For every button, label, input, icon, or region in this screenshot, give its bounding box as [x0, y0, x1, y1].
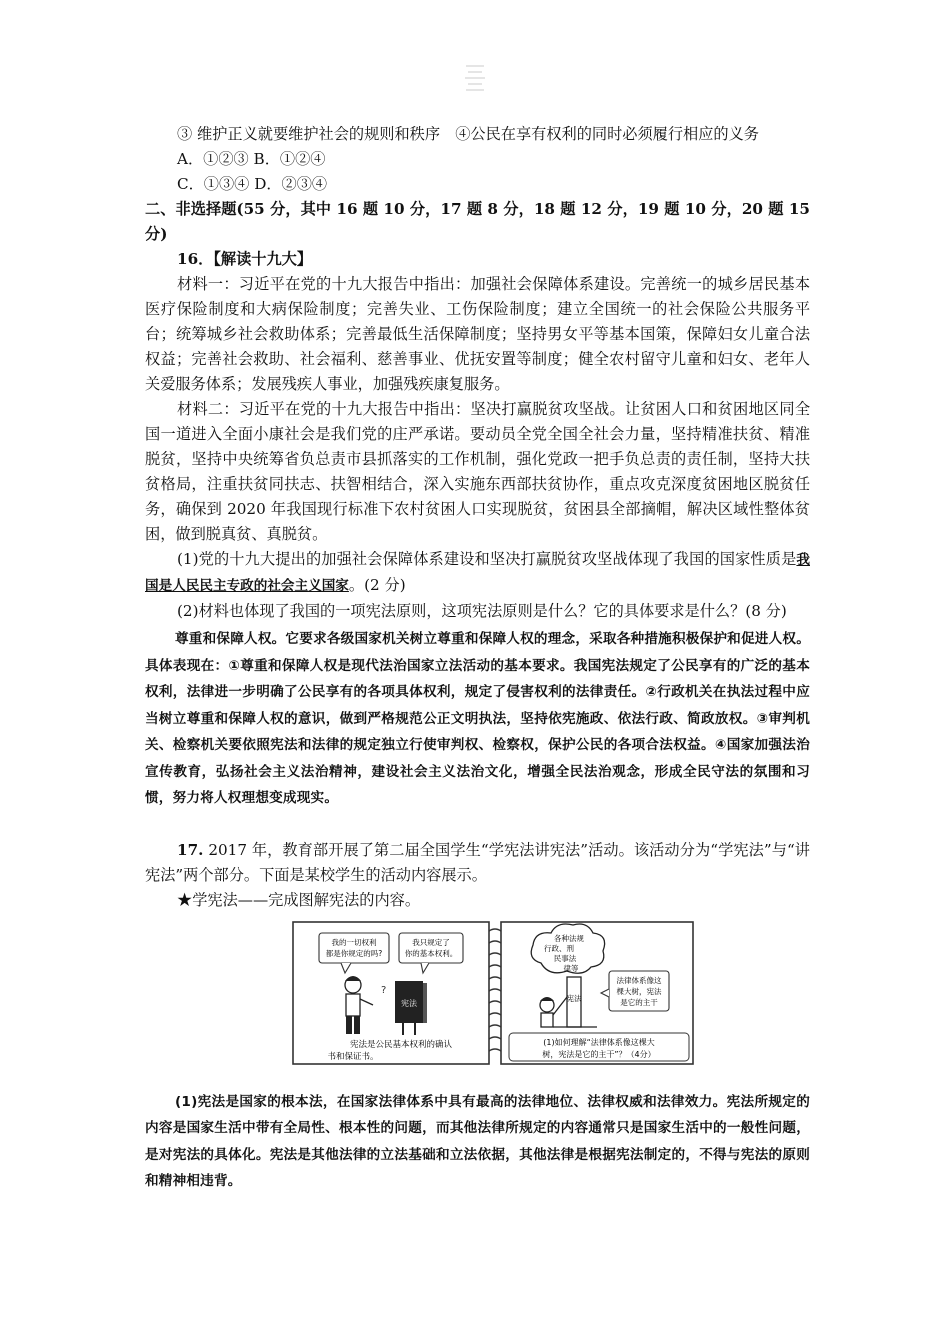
book-label: 宪法 — [401, 998, 417, 1008]
q16-material-2: 材料二：习近平在党的十九大报告中指出：坚决打赢脱贫攻坚战。让贫困人口和贫困地区同全国一道进入全面小康社会是我们党的庄严承诺。要动员全党全国全社会力量，坚持精准扶贫、精准脱贫，坚持中央统筹省负总责市县抓落实的工作机制，强化党政一把手负总责的责任制，坚持大扶贫格局，注重扶贫同扶志、扶智相结合，深入实施东西部扶贫协作，重点攻克深度贫困地区脱贫任务，确保到 2020 年我国现行标准下农村贫困人口实现脱贫，贫困县全部摘帽，解决区域性整体贫困，做到脱真贫、真脱贫。 — [145, 400, 810, 543]
cloud-line2: 行政、刑 — [544, 943, 574, 953]
constitution-cartoon-figure — [291, 919, 696, 1069]
cloud-line3: 民事法 — [553, 953, 577, 963]
q16-material-1: 材料一：习近平在党的十九大报告中指出：加强社会保障体系建设。完善统一的城乡居民基本医疗保险制度和大病保险制度；完善失业、工伤保险制度；建立全国统一的社会保险公共服务平台；统筹城乡社会救助体系；完善最低生活保障制度；坚持男女平等基本国策，保障妇女儿童合法权益；完善社会救助、社会福利、慈善事业、优抚安置等制度；健全农村留守儿童和妇女、老年人关爱服务体系；发展残疾人事业，加强残疾康复服务。 — [145, 275, 810, 393]
q16-sub-question-2: (2)材料也体现了我国的一项宪法原则，这项宪法原则是什么？它的具体要求是什么？(8 分) — [177, 602, 787, 620]
q16-header: 16．【解读十九大】 — [177, 250, 313, 268]
cloud-line1: 各种法规 — [554, 933, 584, 943]
q15-options-ab: A．①②③ B．①②④ — [177, 150, 326, 168]
q17-answer-1: (1)宪法是国家的根本法，在国家法律体系中具有最高的法律地位、法律权威和法律效力。宪法所规定的内容是国家生活中带有全局性、根本性的问题，而其他法律所规定的内容通常只是国家生活中的一般性问题，是对宪法的具体化。宪法是其他法律的立法基础和立法依据，其他法律是根据宪法制定的，不得与宪法的原则和精神相违背。 — [145, 1093, 810, 1189]
q16-sub1-suffix: 。(2 分) — [348, 576, 406, 594]
tree-trunk-label: 宪法 — [566, 993, 582, 1003]
spiral-binding-icon — [489, 929, 501, 1051]
right-caption-line2: 树，宪法是它的主干”？（4分） — [542, 1049, 656, 1059]
left-caption-line1: 宪法是公民基本权利的确认 — [349, 1039, 453, 1050]
q17-intro-text: 2017 年，教育部开展了第二届全国学生“学宪法讲宪法”活动。该活动分为“学宪法”与“讲宪法”两个部分。下面是某校学生的活动内容展示。 — [145, 840, 810, 884]
q15-options-cd: C．①③④ D．②③④ — [177, 175, 328, 193]
bubble3-line3: 是它的主干 — [620, 997, 658, 1007]
q16-sub2-answer: 尊重和保障人权。它要求各级国家机关树立尊重和保障人权的理念，采取各种措施积极保护和促进人权。具体表现在：①尊重和保障人权是现代法治国家立法活动的基本要求。我国宪法规定了公民享有的广泛的基本权利，法律进一步明确了公民享有的各项具体权利，规定了侵害权利的法律责任。②行政机关在执法过程中应当树立尊重和保障人权的意识，做到严格规范公正文明执法，坚持依宪施政、依法行政、简政放权。③审判机关、检察机关要依照宪法和法律的规定独立行使审判权、检察权，保护公民的各项合法权益。④国家加强法治宣传教育，弘扬社会主义法治精神，建设社会主义法治文化，增强全民法治观念，形成全民守法的氛围和习惯，努力将人权理想变成现实。 — [145, 631, 810, 806]
watermark-icon — [460, 60, 490, 94]
q17-task: ★学宪法——完成图解宪法的内容。 — [177, 890, 420, 909]
q16-sub1-prefix: (1)党的十九大提出的加强社会保障体系建设和坚决打赢脱贫攻坚战体现了我国的国家性质是 — [177, 550, 797, 568]
q15-statement-line: ③ 维护正义就要维护社会的规则和秩序 ④公民在享有权利的同时必须履行相应的义务 — [177, 125, 759, 143]
left-caption-line2: 书和保证书。 — [327, 1051, 379, 1062]
section-title: 二、非选择题(55 分，其中 16 题 10 分，17 题 8 分，18 题 12 分，19 题 10 分，20 题 15 分) — [145, 200, 810, 243]
q17-number: 17. — [177, 840, 204, 859]
bubble1-line1: 我的一切权利 — [331, 937, 377, 947]
document-page — [145, 122, 810, 1195]
question-mark-icon: ? — [381, 984, 387, 996]
q16-sub1-answer: 我国是人民民主专政的社会主义国家 — [145, 552, 810, 594]
cloud-line4: 律等 — [563, 963, 579, 973]
bubble1-line2: 都是你规定的吗? — [325, 948, 383, 958]
q17-intro — [145, 838, 810, 888]
q16-sub-question-1 — [145, 547, 810, 599]
bubble2-line2: 你的基本权利。 — [404, 948, 458, 958]
right-caption-line1: (1)如何理解“法律体系像这棵大 — [543, 1037, 655, 1047]
bubble3-line1: 法律体系像这 — [616, 975, 662, 985]
bubble3-line2: 棵大树，宪法 — [616, 986, 662, 996]
cartoon-illustration — [291, 919, 696, 1069]
bubble2-line1: 我只规定了 — [412, 937, 450, 947]
